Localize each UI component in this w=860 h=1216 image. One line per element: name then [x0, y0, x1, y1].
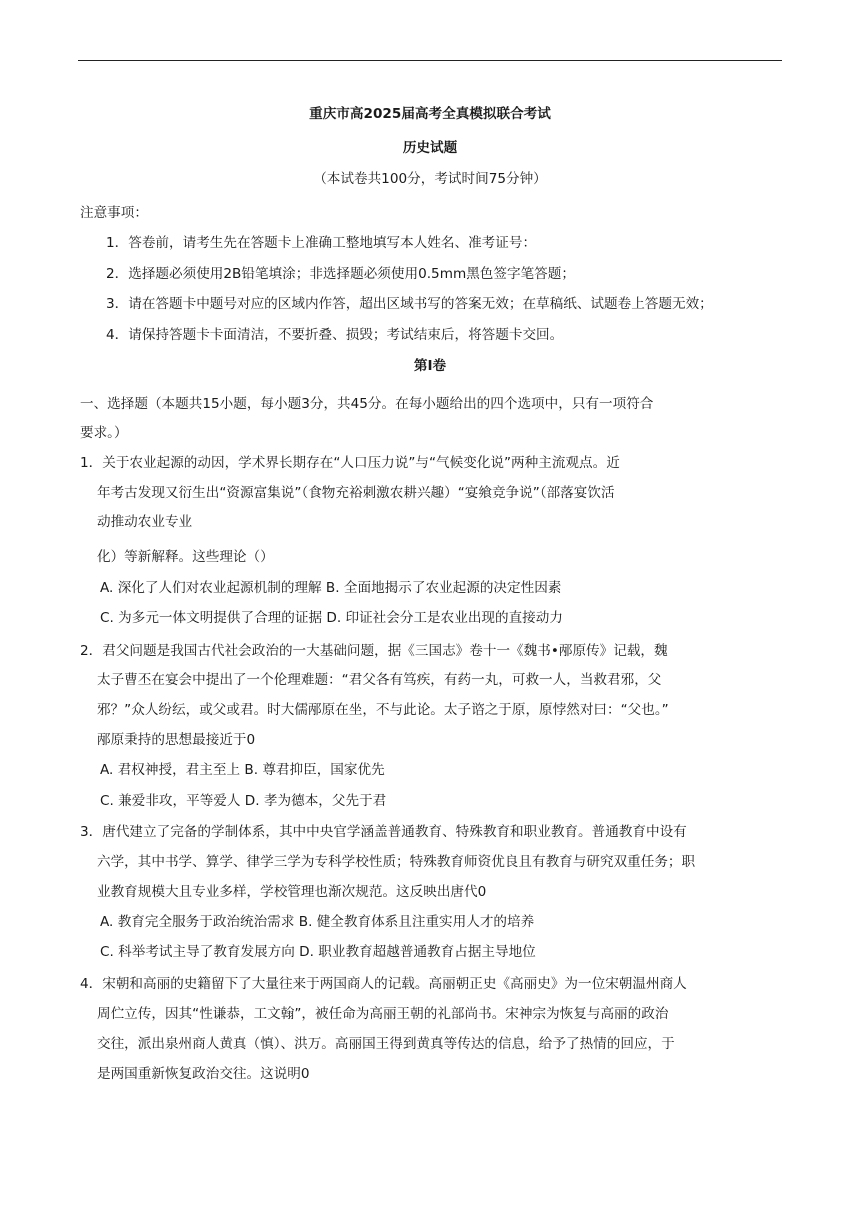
question-2-text: 太子曹丕在宴会中提出了一个伦理难题：“君父各有笃疾，有药一丸，可救一人，当救君邪，父 — [97, 672, 662, 688]
question-4-text: 周伫立传，因其“性谦恭，工文翰”，被任命为高丽王朝的礼部尚书。宋神宗为恢复与高丽的政治 — [97, 1006, 669, 1022]
question-2-text: 邪？”众人纷纭，或父或君。时大儒邴原在坐，不与此论。太子谘之于原，原悖然对曰：“父也。” — [97, 702, 669, 718]
question-4-text: 4．宋朝和高丽的史籍留下了大量往来于两国商人的记载。高丽朝正史《高丽史》为一位宋朝温州商人 — [80, 976, 687, 992]
question-1-text: 化）等新解释。这些理论（） — [97, 549, 274, 565]
question-3-option: C. 科举考试主导了教育发展方向 D. 职业教育超越普通教育占据主导地位 — [100, 944, 536, 960]
subject-title: 历史试题 — [402, 140, 458, 156]
section-intro: 要求。） — [80, 425, 128, 441]
notice-item: 1．答卷前，请考生先在答题卡上准确工整地填写本人姓名、准考证号： — [106, 235, 537, 251]
question-2-option: C. 兼爱非攻，平等爱人 D. 孝为德本，父先于君 — [100, 793, 387, 809]
question-2-option: A. 君权神授，君主至上 B. 尊君抑臣，国家优先 — [100, 762, 385, 778]
notice-item: 2．选择题必须使用2B铅笔填涂；非选择题必须使用0.5mm黑色签字笔答题； — [106, 266, 575, 282]
exam-title: 重庆市高2025届高考全真模拟联合考试 — [309, 106, 551, 122]
question-4-text: 交往，派出泉州商人黄真（慎）、洪万。高丽国王得到黄真等传达的信息，给予了热情的回应，于 — [97, 1036, 675, 1052]
question-3-text: 业教育规模大且专业多样，学校管理也渐次规范。这反映出唐代0 — [97, 884, 487, 900]
notice-item: 4．请保持答题卡卡面清洁，不要折叠、损毁；考试结束后，将答题卡交回。 — [106, 327, 564, 343]
question-2-text: 邴原秉持的思想最接近于0 — [97, 732, 256, 748]
question-4-text: 是两国重新恢复政治交往。这说明0 — [97, 1066, 310, 1082]
question-3-text: 3．唐代建立了完备的学制体系，其中中央官学涵盖普通教育、特殊教育和职业教育。普通教育中设有 — [80, 824, 687, 840]
question-1-text: 1．关于农业起源的动因，学术界长期存在“人口压力说”与“气候变化说”两种主流观点。近 — [80, 455, 620, 471]
notice-item: 3．请在答题卡中题号对应的区域内作答，超出区域书写的答案无效；在草稿纸、试题卷上答题无效； — [106, 296, 713, 312]
question-3-option: A. 教育完全服务于政治统治需求 B. 健全教育体系且注重实用人才的培养 — [100, 914, 535, 930]
question-1-text: 动推动农业专业 — [97, 514, 193, 530]
question-3-text: 六学，其中书学、算学、律学三学为专科学校性质；特殊教育师资优良且有教育与研究双重任务；职 — [97, 854, 696, 870]
question-1-text: 年考古发现又衍生出“资源富集说”（食物充裕刺激农耕兴趣）“宴飨竞争说”（部落宴饮活 — [97, 485, 615, 501]
header-rule — [78, 60, 782, 61]
notice-heading: 注意事项： — [80, 205, 148, 221]
exam-info: （本试卷共100分，考试时间75分钟） — [313, 171, 547, 187]
question-1-option: A. 深化了人们对农业起源机制的理解 B. 全面地揭示了农业起源的决定性因素 — [100, 580, 562, 596]
section-intro: 一、选择题（本题共15小题，每小题3分，共45分。在每小题给出的四个选项中，只有一项符合 — [80, 396, 654, 412]
volume-title: 第I卷 — [413, 358, 447, 374]
question-1-option: C. 为多元一体文明提供了合理的证据 D. 印证社会分工是农业出现的直接动力 — [100, 610, 563, 626]
question-2-text: 2．君父问题是我国古代社会政治的一大基础问题，据《三国志》卷十一《魏书•邴原传》记载，魏 — [80, 643, 668, 659]
